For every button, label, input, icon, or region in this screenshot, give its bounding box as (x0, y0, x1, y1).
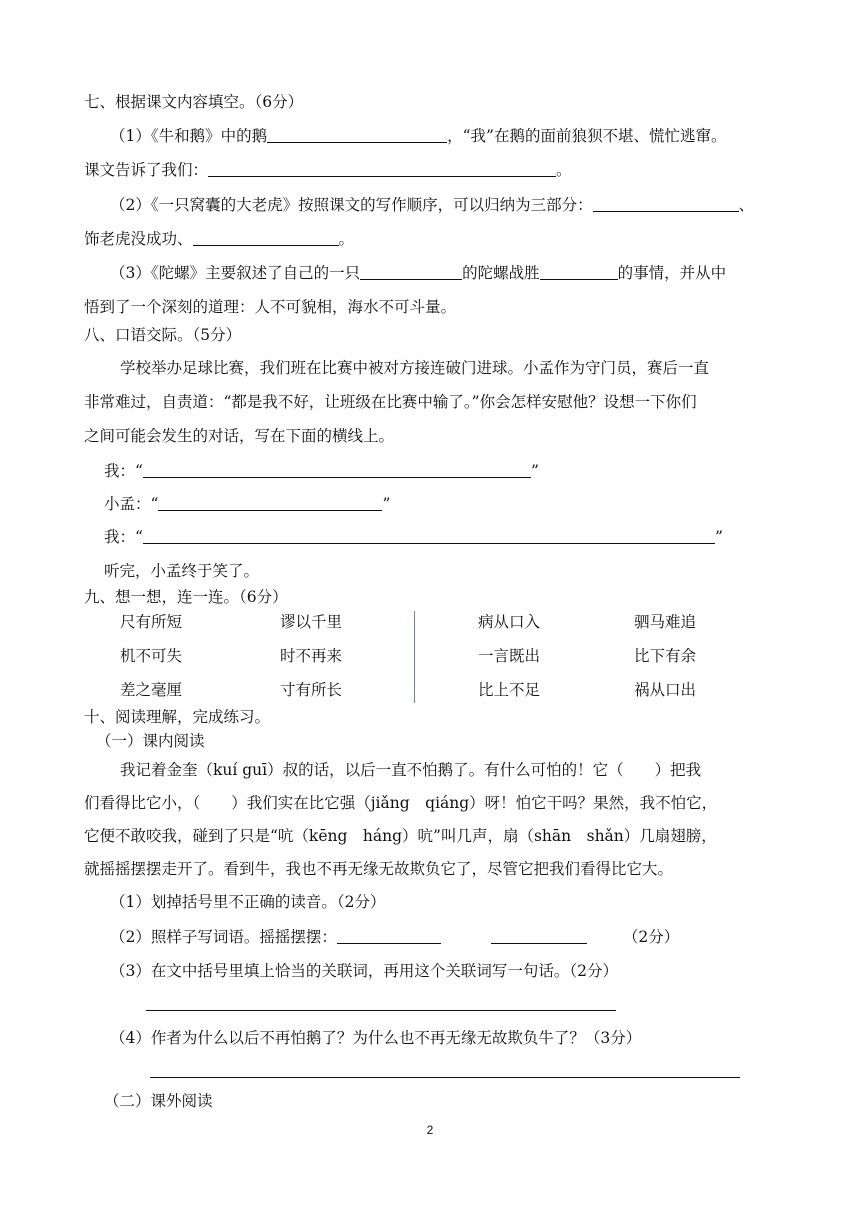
s7-q3-line2: 悟到了一个深刻的道理：人不可貌相，海水不可斗量。 (84, 298, 457, 316)
s10-reading-line3: 它便不敢咬我，碰到了只是“吭（kēng háng）吭”叫几声，扇（shān shǎn）几扇翅膀， (84, 827, 717, 845)
s10-q2-blank-2[interactable] (491, 927, 587, 944)
s8-d2-close: ” (382, 495, 391, 513)
s10-q2-score: （2分） (622, 928, 680, 946)
match-right-b-2[interactable]: 比下有余 (634, 647, 697, 665)
s8-d3-close: ” (714, 528, 723, 546)
s7-q2-text-c: 饰老虎没成功、 (84, 230, 193, 248)
s7-q3-text-b: 的陀螺战胜 (462, 264, 540, 282)
section-7-title: 七、根据课文内容填空。（6分） (84, 93, 304, 111)
s7-q1-line1 (110, 126, 726, 146)
section-10-title: 十、阅读理解，完成练习。 (84, 708, 271, 726)
s8-d3-open: 我：“ (104, 528, 143, 546)
s10-q4: （4）作者为什么以后不再怕鹅了？为什么也不再无缘无故欺负牛了？（3分） (110, 1029, 642, 1047)
s10-q2-text: （2）照样子写词语。摇摇摆摆： (110, 928, 337, 946)
s7-q2-text-b: 、 (738, 196, 755, 214)
s7-q3-blank-2[interactable] (540, 263, 618, 280)
s8-d3-blank[interactable] (143, 527, 715, 544)
s10-reading-line4: 就摇摇摆摆走开了。看到牛，我也不再无缘无故欺负它了，尽管它把我们看得比它大。 (84, 860, 674, 878)
section-9-title: 九、想一想，连一连。（6分） (84, 588, 288, 606)
s7-q1-line2 (84, 160, 572, 180)
s10-q1: （1）划掉括号里不正确的读音。（2分） (110, 893, 386, 911)
s8-d1-close: ” (530, 462, 539, 480)
s8-d2-open: 小孟：“ (104, 495, 159, 513)
s7-q1-text-b: ，“我”在鹅的面前狼狈不堪、慌忙逃窜。 (447, 127, 727, 145)
s10-q3-answer-line[interactable] (146, 1010, 616, 1011)
s7-q3-line1 (110, 263, 726, 283)
match-right-a-2[interactable]: 一言既出 (478, 647, 541, 665)
s7-q2-line2 (84, 229, 354, 249)
s10-q4-answer-line[interactable] (150, 1077, 740, 1078)
s10-q2 (110, 927, 679, 947)
s8-paragraph-line1: 学校举办足球比赛，我们班在比赛中被对方接连破门进球。小孟作为守门员，赛后一直 (120, 359, 710, 377)
match-left-a-2[interactable]: 机不可失 (120, 647, 183, 665)
s10-reading-line1: 我记着金奎（kuí guī）叔的话，以后一直不怕鹅了。有什么可怕的！它（ ）把我 (120, 761, 702, 779)
s7-q1-blank-1[interactable] (267, 126, 447, 143)
s8-d2-blank[interactable] (158, 494, 382, 511)
s10-reading-line2: 们看得比它小，（ ）我们实在比它强（jiǎng qiáng）呀！怕它干吗？果然，我不怕它， (84, 794, 718, 812)
s8-paragraph-line3: 之间可能会发生的对话，写在下面的横线上。 (84, 427, 395, 445)
s10-subsection-2: （二）课外阅读 (104, 1092, 213, 1110)
s8-dialogue-3 (104, 527, 723, 547)
s7-q1-text-c: 课文告诉了我们： (84, 161, 209, 179)
s8-dialogue-1 (104, 461, 539, 481)
s7-q1-text-a: （1）《牛和鹅》中的鹅 (110, 127, 268, 145)
match-right-a-1[interactable]: 病从口入 (478, 613, 541, 631)
match-left-a-3[interactable]: 差之毫厘 (120, 681, 183, 699)
match-left-b-3[interactable]: 寸有所长 (280, 681, 343, 699)
s10-q2-blank-1[interactable] (337, 927, 441, 944)
match-divider (414, 611, 415, 703)
s8-d1-open: 我：“ (104, 462, 143, 480)
match-right-b-3[interactable]: 祸从口出 (634, 681, 697, 699)
match-left-a-1[interactable]: 尺有所短 (120, 613, 183, 631)
s8-paragraph-line2: 非常难过，自责道：“都是我不好，让班级在比赛中输了。”你会怎样安慰他？设想一下你们 (84, 393, 697, 411)
s8-ending: 听完，小孟终于笑了。 (104, 562, 260, 580)
section-8-title: 八、口语交际。（5分） (84, 326, 242, 344)
match-right-b-1[interactable]: 驷马难追 (634, 613, 697, 631)
s7-q2-blank-1[interactable] (593, 195, 739, 212)
s7-q3-text-c: 的事情，并从中 (617, 264, 727, 282)
s7-q2-blank-2[interactable] (193, 229, 339, 246)
s10-subsection-1: （一）课内阅读 (96, 732, 205, 750)
s7-q1-blank-2[interactable] (208, 160, 556, 177)
s7-q1-text-d: 。 (556, 161, 572, 179)
s7-q3-text-a: （3）《陀螺》主要叙述了自己的一只 (110, 264, 361, 282)
s7-q2-line1 (110, 195, 754, 215)
s7-q2-text-a: （2）《一只窝囊的大老虎》按照课文的写作顺序，可以归纳为三部分： (110, 196, 593, 214)
match-left-b-2[interactable]: 时不再来 (280, 647, 343, 665)
page-number: 2 (426, 1123, 434, 1137)
s8-d1-blank[interactable] (143, 461, 531, 478)
s8-dialogue-2 (104, 494, 390, 514)
s10-q3: （3）在文中括号里填上恰当的关联词，再用这个关联词写一句话。（2分） (110, 962, 618, 980)
s7-q2-text-d: 。 (338, 230, 355, 248)
s7-q3-blank-1[interactable] (360, 263, 462, 280)
match-right-a-3[interactable]: 比上不足 (478, 681, 541, 699)
match-left-b-1[interactable]: 谬以千里 (280, 613, 343, 631)
